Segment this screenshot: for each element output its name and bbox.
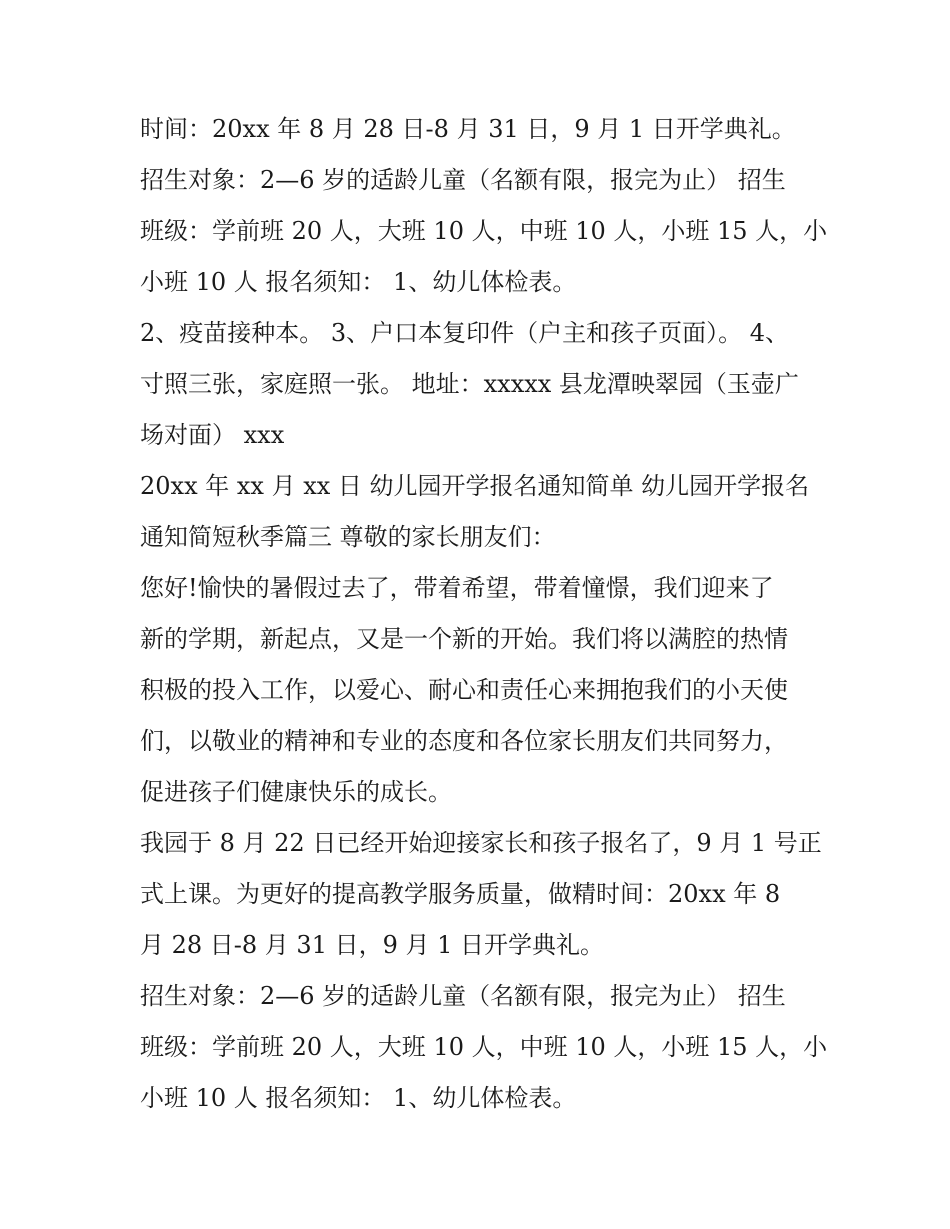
text-line: 招生对象：2—6 岁的适龄儿童（名额有限，报完为止） 招生 [140, 166, 786, 194]
text-line: 促进孩子们健康快乐的成长。 [140, 778, 452, 806]
text-line: 20xx 年 xx 月 xx 日 幼儿园开学报名通知简单 幼儿园开学报名 [140, 472, 810, 500]
text-line: 您好!愉快的暑假过去了，带着希望，带着憧憬，我们迎来了 [140, 574, 774, 602]
text-line: 积极的投入工作，以爱心、耐心和责任心来拥抱我们的小天使 [140, 676, 788, 704]
text-line: 时间：20xx 年 8 月 28 日-8 月 31 日，9 月 1 日开学典礼。 [140, 115, 796, 143]
text-line: 我园于 8 月 22 日已经开始迎接家长和孩子报名了，9 月 1 号正 [140, 829, 822, 857]
text-line: 场对面） xxx [140, 421, 285, 449]
text-line: 2、疫苗接种本。 3、户口本复印件（户主和孩子页面）。 4、 [140, 319, 790, 347]
text-line: 班级：学前班 20 人，大班 10 人，中班 10 人，小班 15 人，小 [140, 1033, 828, 1061]
text-line: 班级：学前班 20 人，大班 10 人，中班 10 人，小班 15 人，小 [140, 217, 828, 245]
text-line: 月 28 日-8 月 31 日，9 月 1 日开学典礼。 [140, 931, 605, 959]
text-line: 通知简短秋季篇三 尊敬的家长朋友们： [140, 523, 556, 551]
document-body [140, 104, 830, 1124]
text-line: 寸照三张，家庭照一张。 地址：xxxxx 县龙潭映翠园（玉壶广 [140, 370, 799, 398]
text-line: 小班 10 人 报名须知： 1、幼儿体检表。 [140, 1084, 577, 1112]
text-line: 新的学期，新起点，又是一个新的开始。我们将以满腔的热情 [140, 625, 788, 653]
text-line: 们，以敬业的精神和专业的态度和各位家长朋友们共同努力， [140, 727, 788, 755]
text-line: 小班 10 人 报名须知： 1、幼儿体检表。 [140, 268, 577, 296]
text-line: 招生对象：2—6 岁的适龄儿童（名额有限，报完为止） 招生 [140, 982, 786, 1010]
text-line: 式上课。为更好的提高教学服务质量，做精时间：20xx 年 8 [140, 880, 781, 908]
